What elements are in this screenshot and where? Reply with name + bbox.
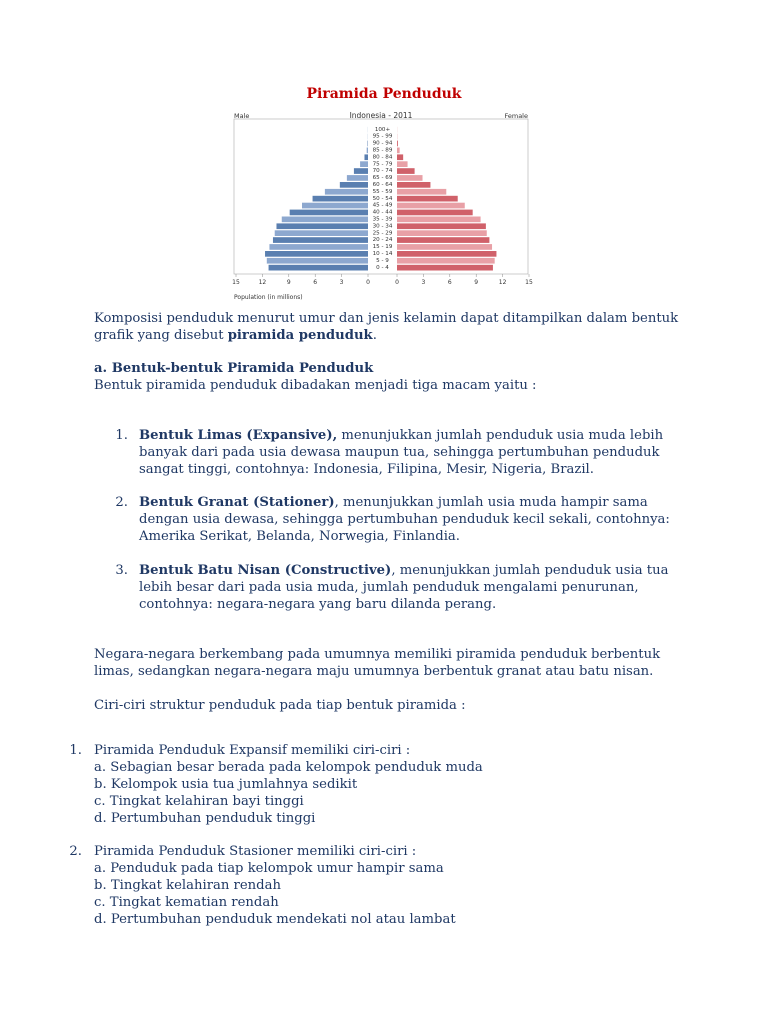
male-bar (290, 210, 368, 216)
chart-title: Indonesia - 2011 (349, 111, 413, 120)
female-bar (397, 168, 415, 174)
trait-item-number: 2. (69, 844, 82, 859)
trait-item-title: Piramida Penduduk Stasioner memiliki ciri-ciri : (94, 844, 417, 859)
trait-sub-item: d. Pertumbuhan penduduk tinggi (94, 811, 316, 826)
form-item-body (139, 427, 679, 478)
form-item-number: 3. (115, 563, 128, 578)
female-bar (397, 148, 400, 154)
age-label: 90 - 94 (372, 140, 393, 147)
form-item-text: menunjukkan jumlah penduduk usia muda lebih banyak dari pada usia dewasa maupun tua, sehingga pertumbuhan penduduk sangat tinggi, contohnya: Indonesia, Filipina, Mesir, Nigeria, Brazil. (139, 428, 664, 477)
trait-item-body (94, 742, 654, 827)
age-label: 70 - 74 (372, 168, 393, 175)
trait-item-number: 1. (69, 743, 82, 758)
female-bar (397, 175, 423, 181)
chart-left-label: Male (234, 112, 250, 120)
trait-sub-item: a. Penduduk pada tiap kelompok umur hampir sama (94, 861, 444, 876)
tick-label: 3 (421, 279, 426, 286)
form-item-body (139, 494, 679, 545)
female-bar (397, 217, 481, 223)
section-a-lead: Bentuk piramida penduduk dibadakan menjadi tiga macam yaitu : (94, 378, 537, 393)
female-bar (397, 244, 492, 250)
form-item-number: 1. (115, 428, 128, 443)
female-bar (397, 141, 398, 147)
form-item-title: Bentuk Batu Nisan (Constructive) (139, 563, 392, 578)
male-bar (265, 251, 368, 257)
page-title: Piramida Penduduk (306, 86, 462, 102)
form-item-title: Bentuk Granat (Stationer) (139, 495, 335, 510)
age-label: 55 - 59 (372, 188, 393, 195)
intro-paragraph (94, 310, 684, 344)
age-label: 60 - 64 (372, 182, 393, 188)
trait-sub-item: d. Pertumbuhan penduduk mendekati nol atau lambat (94, 912, 456, 927)
male-bar (269, 265, 368, 271)
trait-sub-item: c. Tingkat kematian rendah (94, 895, 279, 910)
age-label: 10 - 14 (372, 251, 393, 257)
trait-item-title: Piramida Penduduk Expansif memiliki ciri-ciri : (94, 743, 411, 758)
male-bar (282, 217, 368, 223)
intro-text-end: . (372, 328, 377, 343)
male-bar (276, 223, 368, 229)
male-bar (354, 168, 368, 174)
paragraph-3: Ciri-ciri struktur penduduk pada tiap bentuk piramida : (94, 698, 466, 713)
male-bar (273, 237, 368, 243)
male-bar (267, 258, 368, 264)
female-bar (397, 210, 473, 216)
tick-label: 15 (525, 279, 533, 286)
x-axis-label: Population (in millions) (234, 294, 303, 301)
age-label: 80 - 84 (372, 154, 393, 161)
age-label: 30 - 34 (372, 223, 393, 230)
female-bar (397, 258, 495, 264)
age-label: 50 - 54 (372, 195, 393, 202)
female-bar (397, 203, 465, 209)
population-pyramid-chart (228, 106, 536, 306)
age-label: 75 - 79 (372, 161, 393, 168)
female-bar (397, 223, 486, 229)
female-bar (397, 182, 430, 188)
trait-sub-item: b. Tingkat kelahiran rendah (94, 878, 281, 893)
male-bar (269, 244, 368, 250)
tick-label: 3 (339, 279, 344, 286)
female-bar (397, 251, 496, 257)
form-item-text: , menunjukkan jumlah usia muda hampir sama dengan usia dewasa, sehingga pertumbuhan penduduk kecil sekali, contohnya: Amerika Serikat, Belanda, Norwegia, Finlandia. (139, 495, 670, 544)
tick-label: 9 (474, 279, 479, 286)
tick-label: 0 (366, 279, 370, 286)
trait-sub-item: a. Sebagian besar berada pada kelompok penduduk muda (94, 760, 483, 775)
female-bar (397, 196, 458, 202)
section-a-heading: a. Bentuk-bentuk Piramida Penduduk (94, 361, 374, 376)
female-bar (397, 230, 487, 236)
form-item-text: , menunjukkan jumlah penduduk usia tua lebih besar dari pada usia muda, jumlah penduduk mengalami penurunan, contohnya: negara-negara yang baru dilanda perang. (139, 563, 669, 612)
age-label: 95 - 99 (372, 133, 393, 140)
male-bar (347, 175, 368, 181)
tick-label: 12 (498, 279, 507, 286)
chart-right-label: Female (504, 112, 528, 120)
tick-label: 6 (313, 279, 318, 286)
trait-sub-item: b. Kelompok usia tua jumlahnya sedikit (94, 777, 358, 792)
trait-sub-item: c. Tingkat kelahiran bayi tinggi (94, 794, 304, 809)
paragraph-2: Negara-negara berkembang pada umumnya memiliki piramida penduduk berbentuk limas, sedangkan negara-negara maju umumnya berbentuk granat atau batu nisan. (94, 647, 661, 679)
age-label: 100+ (374, 126, 391, 133)
tick-label: 15 (232, 279, 240, 286)
male-bar (360, 161, 368, 167)
tick-label: 12 (258, 279, 267, 286)
male-bar (313, 196, 368, 202)
male-bar (302, 203, 368, 209)
female-bar (397, 154, 403, 160)
age-label: 5 - 9 (376, 257, 389, 264)
age-label: 35 - 39 (372, 216, 393, 223)
trait-item-body (94, 843, 654, 928)
female-bar (397, 189, 446, 195)
age-label: 20 - 24 (372, 237, 393, 244)
male-bar (364, 154, 368, 160)
intro-bold-term: piramida penduduk (227, 328, 373, 343)
male-bar (340, 182, 368, 188)
tick-label: 0 (395, 279, 399, 286)
age-label: 40 - 44 (372, 209, 393, 216)
male-bar (275, 230, 368, 236)
age-label: 65 - 69 (372, 175, 393, 182)
age-label: 45 - 49 (372, 202, 393, 209)
age-label: 25 - 29 (372, 230, 393, 237)
form-item-title: Bentuk Limas (Expansive), (139, 428, 338, 443)
age-label: 85 - 89 (372, 147, 393, 154)
tick-label: 9 (286, 279, 291, 286)
age-label: 15 - 19 (372, 244, 393, 251)
female-bar (397, 265, 493, 271)
form-item-number: 2. (115, 495, 128, 510)
intro-text: Komposisi penduduk menurut umur dan jenis kelamin dapat ditampilkan dalam bentuk grafik yang disebut (94, 311, 679, 343)
female-bar (397, 161, 408, 167)
tick-label: 6 (447, 279, 452, 286)
female-bar (397, 237, 489, 243)
male-bar (367, 148, 368, 154)
male-bar (325, 189, 368, 195)
form-item-body (139, 562, 679, 613)
age-label: 0 - 4 (376, 264, 389, 271)
